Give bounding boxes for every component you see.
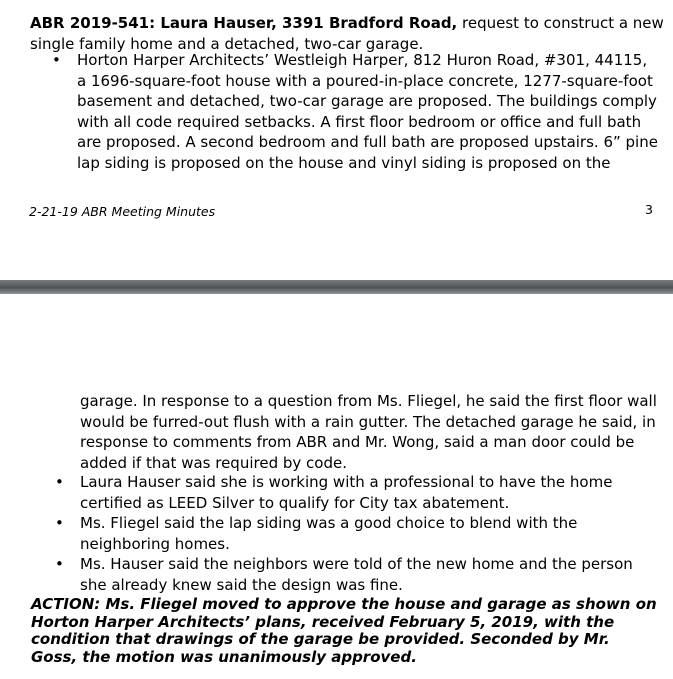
bullet-list-bottom	[31, 472, 661, 595]
list-item: • Ms. Hauser said the neighbors were told of the new home and the person she already knew said the design was fine.	[31, 554, 661, 595]
page-footer-title: 2-21-19 ABR Meeting Minutes	[29, 204, 216, 219]
bullet-list-top	[28, 50, 658, 173]
continued-paragraph: garage. In response to a question from Ms. Fliegel, he said the first floor wall would be furred-out flush with a rain gutter. The detached garage he said, in response to comments from ABR and Mr. Wong, said a man door could be added if that was required by code.	[80, 392, 657, 472]
page-number: 3	[645, 202, 653, 217]
list-item: • Horton Harper Architects’ Westleigh Harper, 812 Huron Road, #301, 44115, a 1696-square-foot house with a poured-in-place concrete, 1277-square-foot basement and detached, two-car garage are proposed. The buildings comply with all code required setbacks. A first floor bedroom or office and full bath are proposed. A second bedroom and full bath are proposed upstairs. 6” pine lap siding is proposed on the house and vinyl siding is proposed on the	[28, 50, 658, 173]
list-item: • Laura Hauser said she is working with a professional to have the home certified as LEED Silver to qualify for City tax abatement.	[31, 472, 661, 513]
page-divider	[0, 280, 673, 294]
agenda-item-title: ABR 2019-541: Laura Hauser, 3391 Bradford Road,	[30, 14, 458, 32]
action-statement: ACTION: Ms. Fliegel moved to approve the house and garage as shown on Horton Harper Architects’ plans, received February 5, 2019, with the condition that drawings of the garage be provided. Seconded by Mr. Goss, the motion was unanimously approved.	[31, 595, 657, 666]
agenda-item-request: request to construct a new single family home and a detached, two-car garage.	[30, 14, 664, 53]
page-top	[0, 0, 673, 280]
agenda-item-heading	[30, 13, 670, 54]
list-item: • Ms. Fliegel said the lap siding was a good choice to blend with the neighboring homes.	[31, 513, 661, 554]
